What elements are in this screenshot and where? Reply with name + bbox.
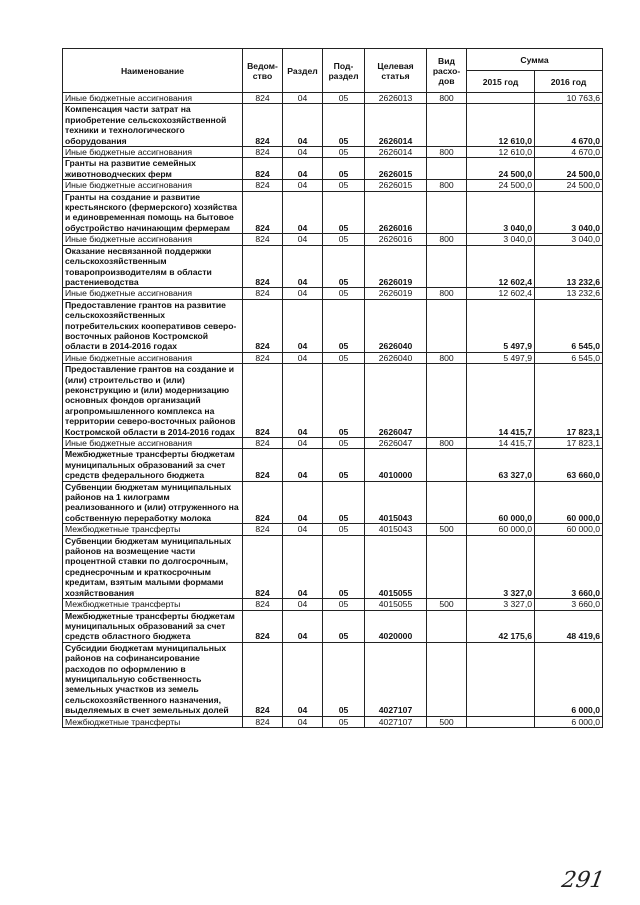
cell-target-article: 2626016 [365,191,427,234]
cell-section: 04 [283,481,323,524]
cell-2016: 17 823,1 [535,438,603,449]
cell-target-article: 2626047 [365,364,427,438]
cell-name: Иные бюджетные ассигнования [63,147,243,158]
cell-section: 04 [283,245,323,288]
cell-2015: 63 327,0 [467,449,535,481]
cell-2016: 4 670,0 [535,147,603,158]
cell-2015: 5 497,9 [467,352,535,363]
cell-section: 04 [283,449,323,481]
cell-target-article: 4010000 [365,449,427,481]
cell-2016: 6 545,0 [535,352,603,363]
cell-2015: 3 327,0 [467,535,535,598]
cell-2016: 3 660,0 [535,599,603,610]
cell-expense-type: 800 [427,352,467,363]
cell-2015: 12 602,4 [467,288,535,299]
cell-expense-type: 800 [427,147,467,158]
cell-department: 824 [243,364,283,438]
cell-department: 824 [243,93,283,104]
table-header [63,49,603,93]
cell-target-article: 4027107 [365,716,427,727]
cell-expense-type [427,481,467,524]
table-row [63,716,603,727]
table-row [63,191,603,234]
table-row [63,599,603,610]
cell-target-article: 2626015 [365,158,427,180]
cell-department: 824 [243,299,283,352]
cell-target-article: 4015043 [365,524,427,535]
cell-target-article: 2626019 [365,288,427,299]
cell-department: 824 [243,147,283,158]
cell-name: Межбюджетные трансферты [63,524,243,535]
cell-section: 04 [283,147,323,158]
cell-subsection: 05 [323,147,365,158]
cell-name: Межбюджетные трансферты бюджетам муниципальных образований за счет средств федерального бюджета [63,449,243,481]
cell-subsection: 05 [323,481,365,524]
cell-section: 04 [283,642,323,716]
table-row [63,245,603,288]
cell-section: 04 [283,180,323,191]
cell-2015: 60 000,0 [467,524,535,535]
cell-expense-type [427,245,467,288]
cell-2015: 60 000,0 [467,481,535,524]
cell-section: 04 [283,524,323,535]
cell-department: 824 [243,352,283,363]
cell-department: 824 [243,716,283,727]
cell-target-article: 2626040 [365,299,427,352]
cell-expense-type [427,191,467,234]
cell-expense-type [427,104,467,147]
cell-section: 04 [283,234,323,245]
cell-name: Иные бюджетные ассигнования [63,93,243,104]
cell-name: Иные бюджетные ассигнования [63,234,243,245]
cell-name: Иные бюджетные ассигнования [63,352,243,363]
cell-subsection: 05 [323,535,365,598]
cell-target-article: 4015055 [365,535,427,598]
cell-expense-type [427,158,467,180]
cell-subsection: 05 [323,352,365,363]
cell-section: 04 [283,364,323,438]
header-year-2015: 2015 год [467,71,535,93]
cell-subsection: 05 [323,716,365,727]
cell-2016: 48 419,6 [535,610,603,642]
cell-subsection: 05 [323,288,365,299]
cell-target-article: 2626014 [365,147,427,158]
cell-department: 824 [243,104,283,147]
table-row [63,180,603,191]
cell-name: Субсидии бюджетам муниципальных районов на софинансирование расходов по оформлению в муниципальную собственность земельных участков из земель сельскохозяйственного назначения, выделяемых в счет земельных долей [63,642,243,716]
cell-expense-type [427,610,467,642]
table-row [63,364,603,438]
cell-2016: 24 500,0 [535,158,603,180]
cell-2015: 3 327,0 [467,599,535,610]
cell-2015: 3 040,0 [467,191,535,234]
cell-2015: 12 610,0 [467,104,535,147]
cell-expense-type: 800 [427,93,467,104]
cell-department: 824 [243,481,283,524]
table-row [63,438,603,449]
cell-2015 [467,642,535,716]
cell-expense-type [427,364,467,438]
cell-subsection: 05 [323,234,365,245]
cell-2016: 13 232,6 [535,245,603,288]
cell-department: 824 [243,642,283,716]
cell-2016: 4 670,0 [535,104,603,147]
cell-section: 04 [283,716,323,727]
table-row [63,524,603,535]
cell-department: 824 [243,599,283,610]
table-row [63,288,603,299]
cell-target-article: 2626047 [365,438,427,449]
cell-name: Субвенции бюджетам муниципальных районов на 1 килограмм реализованного и (или) отгруженного на собственную переработку молока [63,481,243,524]
cell-target-article: 4015043 [365,481,427,524]
cell-subsection: 05 [323,93,365,104]
cell-expense-type: 800 [427,288,467,299]
cell-section: 04 [283,288,323,299]
cell-subsection: 05 [323,364,365,438]
table-body [63,93,603,728]
cell-2016: 3 040,0 [535,234,603,245]
table-row [63,481,603,524]
cell-2016: 13 232,6 [535,288,603,299]
cell-name: Межбюджетные трансферты бюджетам муниципальных образований за счет средств областного бюджета [63,610,243,642]
cell-name: Гранты на развитие семейных животноводческих ферм [63,158,243,180]
cell-2015: 12 610,0 [467,147,535,158]
cell-subsection: 05 [323,245,365,288]
table-row [63,535,603,598]
table-row [63,449,603,481]
cell-section: 04 [283,191,323,234]
cell-target-article: 2626015 [365,180,427,191]
header-department: Ведом-ство [243,49,283,93]
page-number: 291 [559,868,607,893]
cell-section: 04 [283,535,323,598]
cell-department: 824 [243,524,283,535]
header-section: Раздел [283,49,323,93]
cell-name: Предоставление грантов на создание и (или) строительство и (или) реконструкцию и (или) модернизацию основных фондов организаций агропромышленного комплекса на территории северо-восточных районов Костромской области в 2014-2016 годах [63,364,243,438]
cell-name: Гранты на создание и развитие крестьянского (фермерского) хозяйства и единовременная помощь на бытовое обустройство начинающим фермерам [63,191,243,234]
cell-subsection: 05 [323,610,365,642]
cell-section: 04 [283,610,323,642]
cell-2016: 3 040,0 [535,191,603,234]
cell-target-article: 4027107 [365,642,427,716]
cell-2015: 5 497,9 [467,299,535,352]
cell-2015: 42 175,6 [467,610,535,642]
cell-name: Субвенции бюджетам муниципальных районов на возмещение части процентной ставки по долгосрочным, среднесрочным и краткосрочным кредитам, взятым малыми формами хозяйствования [63,535,243,598]
cell-subsection: 05 [323,191,365,234]
cell-department: 824 [243,449,283,481]
cell-department: 824 [243,610,283,642]
table-row [63,93,603,104]
cell-expense-type: 500 [427,599,467,610]
cell-subsection: 05 [323,438,365,449]
cell-section: 04 [283,352,323,363]
cell-department: 824 [243,288,283,299]
table-row [63,104,603,147]
table-row [63,610,603,642]
cell-2015: 3 040,0 [467,234,535,245]
cell-2016: 6 000,0 [535,716,603,727]
cell-expense-type [427,299,467,352]
cell-target-article: 2626016 [365,234,427,245]
cell-department: 824 [243,438,283,449]
table-row [63,158,603,180]
cell-department: 824 [243,535,283,598]
cell-target-article: 2626019 [365,245,427,288]
cell-2016: 63 660,0 [535,449,603,481]
cell-2016: 60 000,0 [535,481,603,524]
cell-expense-type: 800 [427,234,467,245]
cell-expense-type: 800 [427,438,467,449]
cell-department: 824 [243,234,283,245]
cell-expense-type [427,642,467,716]
cell-2015: 14 415,7 [467,364,535,438]
table-row [63,234,603,245]
cell-target-article: 2626013 [365,93,427,104]
cell-2016: 60 000,0 [535,524,603,535]
cell-expense-type: 500 [427,524,467,535]
cell-2015: 24 500,0 [467,180,535,191]
cell-section: 04 [283,438,323,449]
cell-2016: 10 763,6 [535,93,603,104]
cell-2015: 14 415,7 [467,438,535,449]
cell-department: 824 [243,191,283,234]
table-row [63,147,603,158]
cell-section: 04 [283,93,323,104]
cell-subsection: 05 [323,642,365,716]
header-sum: Сумма [467,49,603,71]
cell-2016: 6 000,0 [535,642,603,716]
cell-section: 04 [283,599,323,610]
cell-subsection: 05 [323,180,365,191]
budget-table [62,48,603,728]
cell-department: 824 [243,158,283,180]
cell-2016: 6 545,0 [535,299,603,352]
cell-section: 04 [283,158,323,180]
cell-2015: 24 500,0 [467,158,535,180]
cell-target-article: 4015055 [365,599,427,610]
cell-2015 [467,716,535,727]
cell-2016: 24 500,0 [535,180,603,191]
cell-section: 04 [283,104,323,147]
cell-name: Оказание несвязанной поддержки сельскохозяйственным товаропроизводителям в области растениеводства [63,245,243,288]
table-row [63,352,603,363]
cell-department: 824 [243,245,283,288]
cell-subsection: 05 [323,104,365,147]
header-year-2016: 2016 год [535,71,603,93]
cell-expense-type [427,535,467,598]
cell-2015: 12 602,4 [467,245,535,288]
cell-expense-type: 800 [427,180,467,191]
cell-section: 04 [283,299,323,352]
cell-target-article: 2626014 [365,104,427,147]
cell-subsection: 05 [323,158,365,180]
header-expense-type: Вид расхо-дов [427,49,467,93]
cell-target-article: 2626040 [365,352,427,363]
cell-name: Иные бюджетные ассигнования [63,288,243,299]
cell-expense-type [427,449,467,481]
cell-subsection: 05 [323,524,365,535]
cell-2016: 17 823,1 [535,364,603,438]
cell-subsection: 05 [323,449,365,481]
cell-expense-type: 500 [427,716,467,727]
cell-department: 824 [243,180,283,191]
cell-2016: 3 660,0 [535,535,603,598]
header-subsection: Под-раздел [323,49,365,93]
cell-subsection: 05 [323,599,365,610]
cell-subsection: 05 [323,299,365,352]
cell-name: Иные бюджетные ассигнования [63,438,243,449]
cell-name: Межбюджетные трансферты [63,599,243,610]
cell-name: Предоставление грантов на развитие сельскохозяйственных потребительских кооперативов северо-восточных районов Костромской области в 2014-2016 годах [63,299,243,352]
cell-name: Компенсация части затрат на приобретение сельскохозяйственной техники и технологического оборудования [63,104,243,147]
table-row [63,642,603,716]
cell-name: Иные бюджетные ассигнования [63,180,243,191]
cell-name: Межбюджетные трансферты [63,716,243,727]
cell-target-article: 4020000 [365,610,427,642]
table-row [63,299,603,352]
header-target-article: Целевая статья [365,49,427,93]
cell-2015 [467,93,535,104]
header-name: Наименование [63,49,243,93]
